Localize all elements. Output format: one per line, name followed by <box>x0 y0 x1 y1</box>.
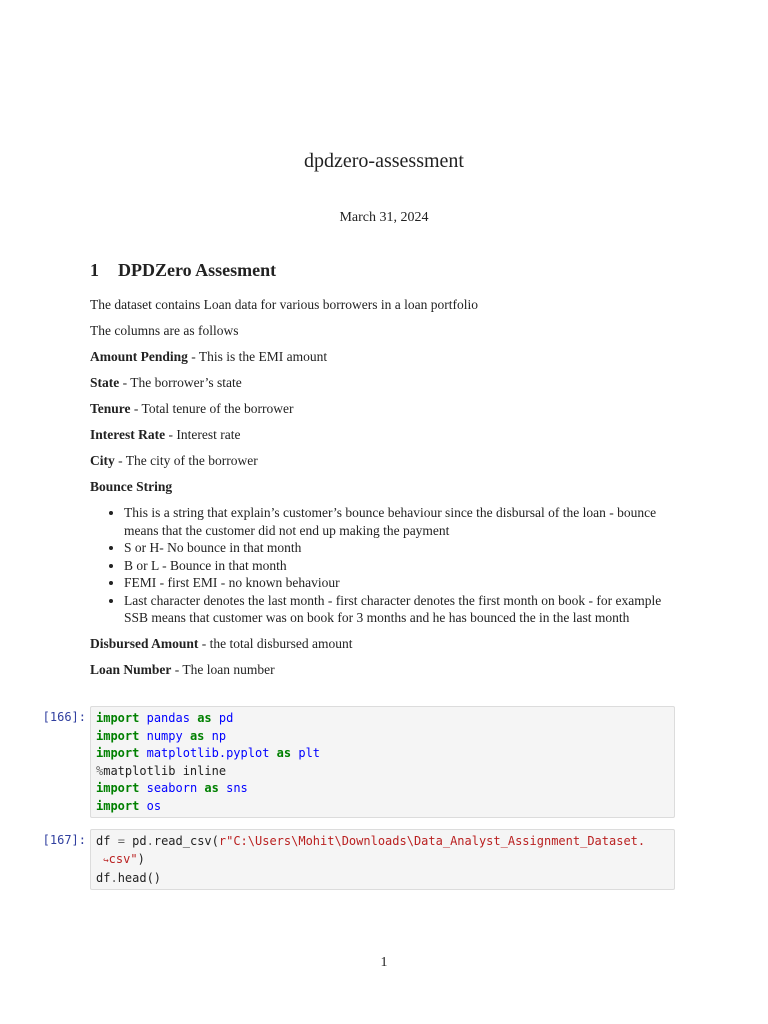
field-name: Loan Number <box>90 661 172 677</box>
field-name: Disbursed Amount <box>90 635 199 651</box>
code-token: % <box>96 763 104 778</box>
code-token: sns <box>226 781 248 795</box>
code-token: pandas <box>146 711 190 725</box>
field-desc: - This is the EMI amount <box>187 349 328 364</box>
field-desc: - the total disbursed amount <box>198 635 353 651</box>
field-city <box>90 452 680 470</box>
markdown-content <box>90 296 680 687</box>
code-line <box>96 763 669 781</box>
page-number: 1 <box>380 955 388 970</box>
code-token: as <box>189 728 205 743</box>
code-token <box>183 729 190 743</box>
field-state <box>90 374 680 392</box>
code-token: os <box>146 798 162 813</box>
code-input[interactable] <box>90 829 675 890</box>
list-item: • FEMI - first EMI - no known behaviour <box>124 574 680 592</box>
code-token: as <box>204 781 219 795</box>
code-token <box>139 781 146 795</box>
code-token: ) <box>137 851 145 866</box>
code-token: df <box>96 834 118 848</box>
code-line <box>96 851 669 871</box>
code-token: as <box>197 711 212 725</box>
code-token <box>139 746 146 760</box>
field-desc: - Total tenure of the borrower <box>130 401 294 416</box>
code-token: pd <box>124 834 147 848</box>
bounce-heading <box>90 478 680 496</box>
code-token: import <box>96 711 140 725</box>
section-title: DPDZero Assesment <box>118 260 277 280</box>
code-token: read_csv( <box>153 834 219 848</box>
code-token <box>139 711 146 725</box>
code-token: r"C:\Users\Mohit\Downloads\Data_Analyst_Assignment_Dataset. <box>218 834 646 848</box>
cell-prompt: [166]: <box>42 710 86 724</box>
code-token <box>139 729 146 743</box>
code-token <box>212 711 219 725</box>
code-line <box>96 870 669 888</box>
bounce-heading-text: Bounce String <box>90 479 173 494</box>
field-name: Tenure <box>90 401 131 416</box>
code-token <box>204 729 211 743</box>
field-name: Amount Pending <box>90 349 188 364</box>
cell-prompt: [167]: <box>42 833 86 847</box>
document-date: March 31, 2024 <box>339 210 429 225</box>
code-token: . <box>146 834 154 848</box>
code-token: ↪ <box>103 855 109 866</box>
code-token: np <box>211 728 227 743</box>
code-line <box>96 798 669 816</box>
code-token: . <box>110 871 118 885</box>
code-token: import <box>96 798 140 813</box>
code-token: import <box>96 781 140 795</box>
code-line <box>96 745 669 763</box>
code-line <box>96 728 669 746</box>
field-desc: - The borrower’s state <box>119 375 242 390</box>
field-desc: - The city of the borrower <box>114 453 258 468</box>
code-token: seaborn <box>146 781 198 795</box>
code-token: matplotlib.pyplot <box>146 746 270 760</box>
field-name: State <box>90 375 120 390</box>
code-line <box>96 780 669 798</box>
code-line <box>96 710 669 728</box>
code-token: = <box>117 834 125 848</box>
code-input[interactable] <box>90 706 675 818</box>
code-token <box>219 781 226 795</box>
field-loan-number <box>90 661 680 679</box>
code-token: import <box>96 746 140 760</box>
list-item: • B or L - Bounce in that month <box>124 557 680 575</box>
code-token: df <box>96 871 111 885</box>
list-item: • S or H- No bounce in that month <box>124 539 680 557</box>
code-token: csv" <box>108 851 138 866</box>
columns-intro-paragraph: The columns are as follows <box>90 323 239 338</box>
bounce-list <box>90 504 680 627</box>
field-disbursed-amount <box>90 635 680 653</box>
section-heading <box>90 260 276 281</box>
field-interest-rate <box>90 426 680 444</box>
field-amount-pending <box>90 348 680 366</box>
code-token: as <box>276 746 292 760</box>
code-token: head() <box>117 871 162 885</box>
code-token: numpy <box>146 728 183 743</box>
section-number: 1 <box>90 260 99 280</box>
field-tenure <box>90 400 680 418</box>
code-token <box>269 746 276 760</box>
code-token <box>139 799 146 813</box>
field-name: City <box>90 453 115 468</box>
code-token: pd <box>218 711 234 725</box>
list-item: • Last character denotes the last month - first character denotes the first month on book - for example SSB means that customer was on book for 3 months and he has bounced the in the last month <box>124 592 680 627</box>
field-desc: - Interest rate <box>165 427 241 442</box>
field-desc: - The loan number <box>171 661 275 677</box>
code-token: import <box>96 728 140 743</box>
list-item: • This is a string that explain’s customer’s bounce behaviour since the disbursal of the loan - bounce means that the customer did not end up making the payment <box>124 504 680 539</box>
code-token: matplotlib inline <box>103 763 227 778</box>
intro-paragraph: The dataset contains Loan data for various borrowers in a loan portfolio <box>90 297 478 312</box>
code-token: plt <box>298 746 321 760</box>
code-line <box>96 833 669 851</box>
field-name: Interest Rate <box>90 427 166 442</box>
document-title: dpdzero-assessment <box>304 150 464 172</box>
